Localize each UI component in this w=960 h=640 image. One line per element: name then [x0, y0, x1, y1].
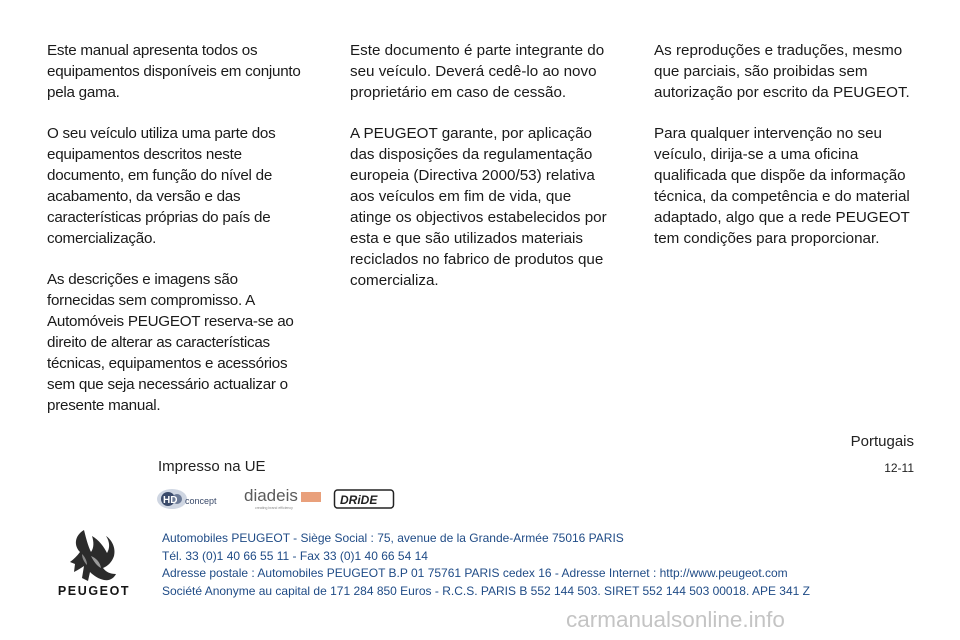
- column-1: [47, 40, 309, 436]
- column-3: [654, 40, 916, 269]
- address-line: Adresse postale : Automobiles PEUGEOT B.P 01 75761 PARIS cedex 16 - Adresse Internet : http://www.peugeot.com: [162, 566, 788, 580]
- address-line: Automobiles PEUGEOT - Siège Social : 75, avenue de la Grande-Armée 75016 PARIS: [162, 531, 624, 545]
- paragraph: As reproduções e traduções, mesmo que parciais, são proibidas sem autorização por escrito da PEUGEOT.: [654, 42, 910, 101]
- svg-text:HD: HD: [163, 495, 178, 506]
- printed-in: Impresso na UE: [158, 458, 266, 475]
- paragraph: Para qualquer intervenção no seu veículo, dirija-se a uma oficina qualificada que dispõe da informação técnica, da competência e do material adaptado, algo que a rede PEUGEOT tem condições para proporcionar.: [654, 125, 910, 247]
- edition-code: 12-11: [884, 461, 914, 475]
- language-label: Portugais: [850, 433, 914, 450]
- paragraph: O seu veículo utiliza uma parte dos equipamentos descritos neste documento, em função do nível de acabamento, da versão e das características próprias do país de comercialização.: [47, 125, 276, 247]
- column-2: [350, 40, 612, 311]
- hd-concept-logo: [155, 484, 229, 514]
- paragraph: Este documento é parte integrante do seu veículo. Deverá cedê-lo ao novo proprietário em caso de cessão.: [350, 42, 605, 101]
- diadeis-tagline: creating brand efficiency: [255, 506, 293, 510]
- diadeis-text: diadeis: [244, 486, 298, 505]
- paragraph: As descrições e imagens são fornecidas sem compromisso. A Automóveis PEUGEOT reserva-se ao direito de alterar as características técnicas, equipamentos e acessórios sem que seja necessário actualizar o presente manual.: [47, 271, 294, 414]
- dride-logo: [333, 484, 395, 514]
- address-line: Tél. 33 (0)1 40 66 55 11 - Fax 33 (0)1 40 66 54 14: [162, 548, 428, 563]
- dride-text: DRiDE: [340, 493, 378, 507]
- hd-concept-text: concept: [185, 496, 217, 506]
- brand-name: PEUGEOT: [57, 584, 131, 598]
- paragraph: Este manual apresenta todos os equipamentos disponíveis em conjunto pela gama.: [47, 42, 301, 101]
- paragraph: A PEUGEOT garante, por aplicação das disposições da regulamentação europeia (Directiva 2000/53) relativa aos veículos em fim de vida, que atinge os objectivos estabelecidos por esta e que são utilizados materiais reciclados no fabrico de produtos que comercializa.: [350, 125, 607, 289]
- address-line: Société Anonyme au capital de 171 284 850 Euros - R.C.S. PARIS B 552 144 503. SIRET 552 144 503 00018. APE 341 Z: [162, 583, 810, 598]
- diadeis-logo: [243, 484, 323, 514]
- watermark: carmanualsonline.info: [566, 607, 785, 632]
- company-address: [162, 530, 810, 600]
